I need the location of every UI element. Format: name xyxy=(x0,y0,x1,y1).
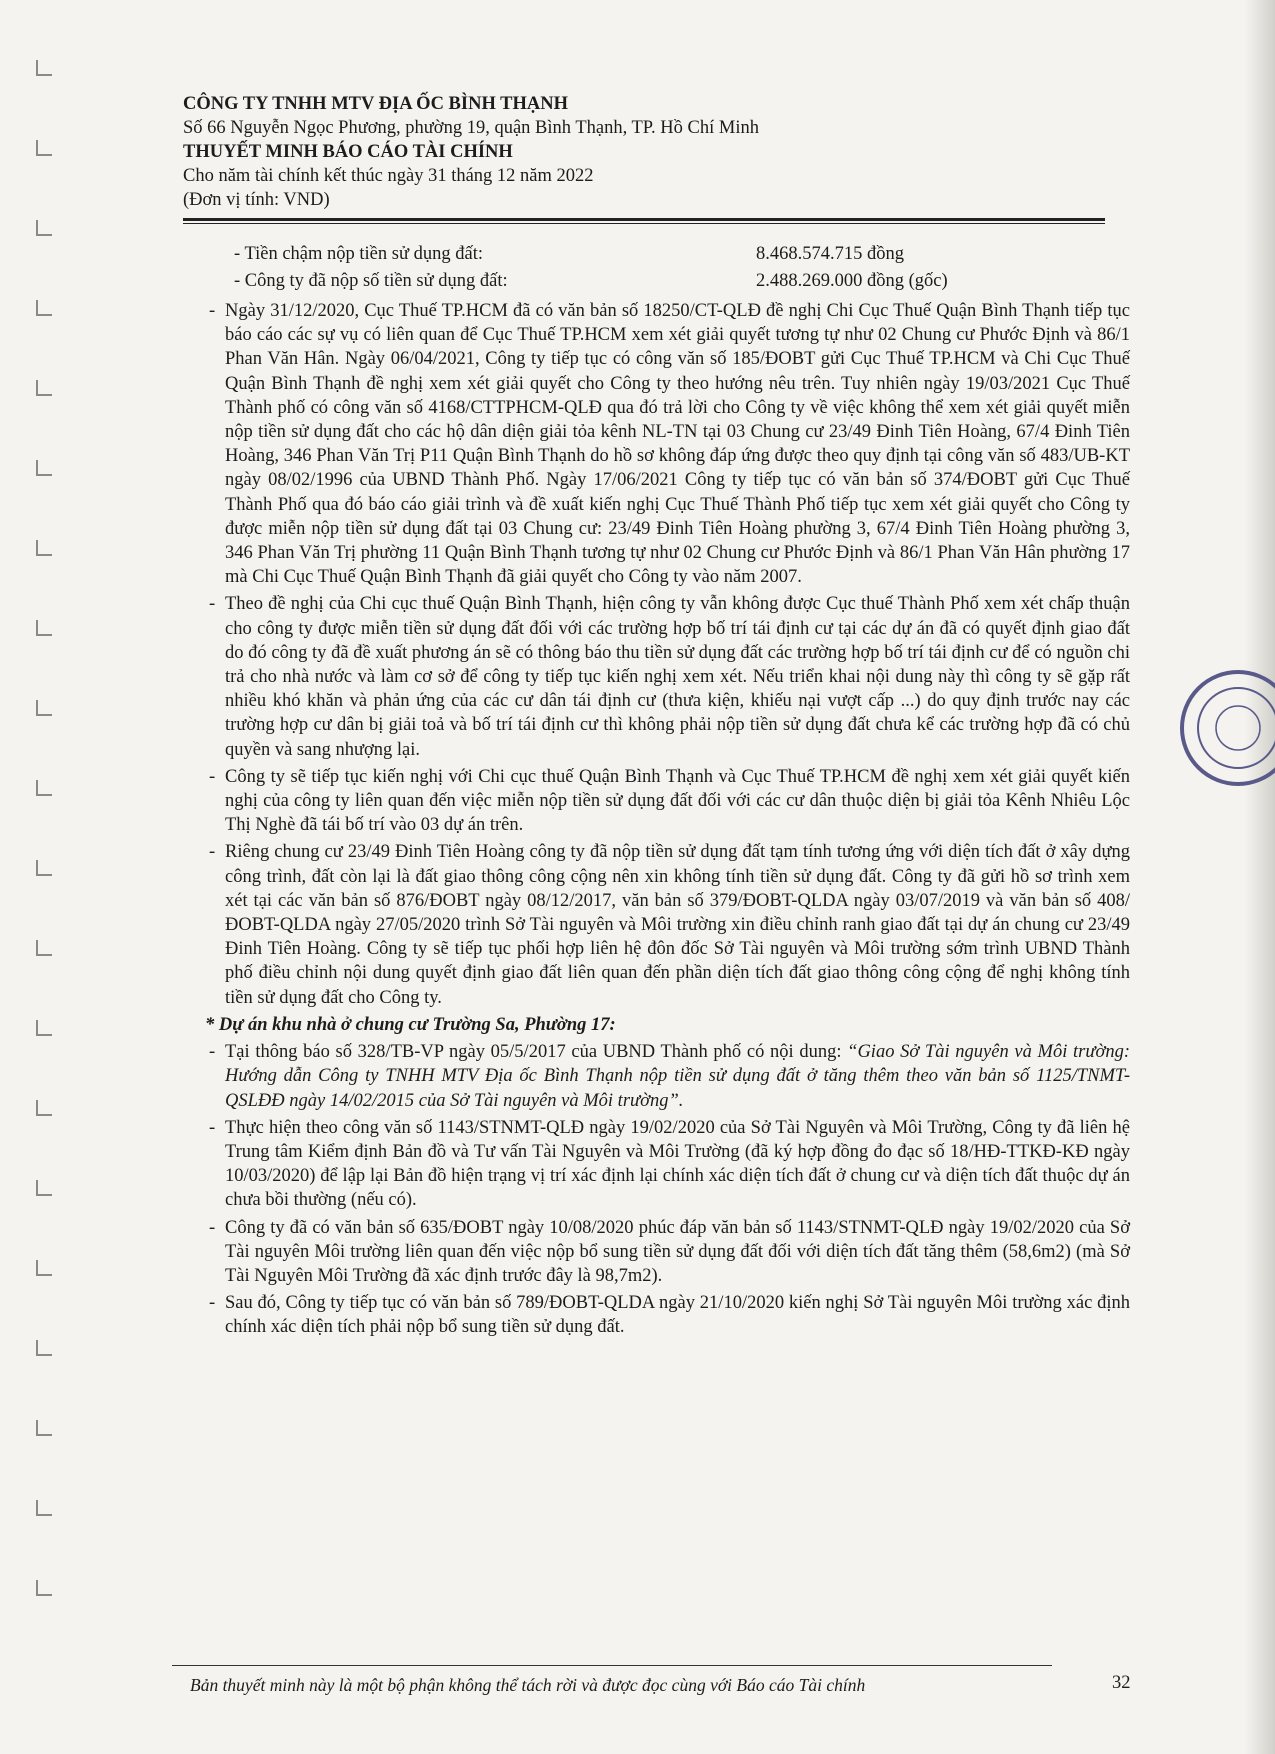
currency-unit: (Đơn vị tính: VND) xyxy=(183,190,330,210)
amount-label: - Công ty đã nộp số tiền sử dụng đất: xyxy=(234,271,508,291)
paragraph-text: Thực hiện theo công văn số 1143/STNMT-QLĐ ngày 19/02/2020 của Sở Tài Nguyên và Môi Trường, Công ty đã liên hệ Trung tâm Kiểm định Bản đồ và Tư vấn Tài Nguyên và Môi Trường (đã ký hợp đồng đo đạc số 18/HĐ-TTKĐ-KĐ ngày 10/03/2020) để lập lại Bản đồ hiện trạng vị trí xác định lại chính xác diện tích đất ở chung cư và diện tích đất thuộc dự án chưa bồi thường (nếu có). xyxy=(225,1117,1130,1211)
bullet-paragraph: - Tại thông báo số 328/TB-VP ngày 05/5/2017 của UBND Thành phố có nội dung: “Giao Sở Tài nguyên và Môi trường: Hướng dẫn Công ty TNHH MTV Địa ốc Bình Thạnh nộp tiền sử dụng đất ở tăng thêm theo văn bản số 1125/TNMT-QSLĐĐ ngày 14/02/2015 của Sở Tài nguyên và Môi trường”. xyxy=(209,1042,1130,1111)
company-address: Số 66 Nguyễn Ngọc Phương, phường 19, quận Bình Thạnh, TP. Hồ Chí Minh xyxy=(183,118,759,138)
bullet-paragraph: - Thực hiện theo công văn số 1143/STNMT-QLĐ ngày 19/02/2020 của Sở Tài Nguyên và Môi Trường, Công ty đã liên hệ Trung tâm Kiểm định Bản đồ và Tư vấn Tài Nguyên và Môi Trường (đã ký hợp đồng đo đạc số 18/HĐ-TTKĐ-KĐ ngày 10/03/2020) để lập lại Bản đồ hiện trạng vị trí xác định lại chính xác diện tích đất ở chung cư và diện tích đất thuộc dự án chưa bồi thường (nếu có). xyxy=(209,1117,1130,1211)
amount-row xyxy=(205,269,1130,296)
header-rule xyxy=(183,218,1105,224)
page-number: 32 xyxy=(1112,1673,1131,1693)
amount-value: 2.488.269.000 đồng (gốc) xyxy=(756,271,948,291)
document-body xyxy=(205,242,1130,1340)
bullet-paragraph: - Theo đề nghị của Chi cục thuế Quận Bình Thạnh, hiện công ty vẫn không được Cục thuế Thành Phố xem xét chấp thuận cho công ty được miễn tiền sử dụng đất đối với các trường hợp bố trí tái định cư tại các dự án đã có quyết định giao đất do đó công ty đã đề xuất phương án sẽ có thông báo thu tiền sử dụng đất các trường hợp bố trí tái định cư để có nguồn chi trả cho nhà nước và làm cơ sở để công ty tiếp tục kiến nghị xem xét. Nếu triển khai nội dung này thì công ty sẽ gặp rất nhiều khó khăn và phản ứng của các cư dân tái định cư (thưa kiện, khiếu nại vượt cấp ...) do quy định trước nay các trường hợp cư dân bị giải toả và bố trí tái định cư thì không phải nộp tiền sử dụng đất chưa kể các trường hợp đã có chủ quyền và sang nhượng lại. xyxy=(209,594,1130,760)
bullet-paragraph: - Công ty đã có văn bản số 635/ĐOBT ngày 10/08/2020 phúc đáp văn bản số 1143/STNMT-QLĐ ngày 19/02/2020 của Sở Tài nguyên Môi trường liên quan đến việc nộp bổ sung tiền sử dụng đất đối với diện tích đất tăng thêm (58,6m2) (mà Sở Tài Nguyên Môi Trường đã xác định trước đây là 98,7m2). xyxy=(209,1217,1130,1286)
paragraph-text: Công ty sẽ tiếp tục kiến nghị với Chi cục thuế Quận Bình Thạnh và Cục Thuế TP.HCM đề nghị xem xét giải quyết kiến nghị của công ty liên quan đến việc miễn nộp tiền sử dụng đất đối với các cư dân thuộc diện bị giải tỏa Kênh Nhiêu Lộc Thị Nghè đã tái bố trí vào 03 dự án trên. xyxy=(225,766,1130,836)
notice-prefix: Tại thông báo số 328/TB-VP ngày 05/5/2017 của UBND Thành phố có nội dung: xyxy=(225,1042,848,1063)
footer-rule xyxy=(172,1665,1052,1666)
paragraph-text: Ngày 31/12/2020, Cục Thuế TP.HCM đã có văn bản số 18250/CT-QLĐ đề nghị Chi Cục Thuế Quận Bình Thạnh tiếp tục báo cáo các sự vụ có liên quan để Cục Thuế TP.HCM xem xét giải quyết tương tự như 02 Chung cư Phước Định và 86/1 Phan Văn Hân. Ngày 06/04/2021, Công ty tiếp tục có công văn số 185/ĐOBT gửi Cục Thuế TP.HCM và Chi Cục Thuế Quận Bình Thạnh đề nghị xem xét giải quyết cho Công ty theo hướng nêu trên. Tuy nhiên ngày 19/03/2021 Cục Thuế Thành phố có công văn số 4168/CTTPHCM-QLĐ qua đó trả lời cho Công ty về việc không thể xem xét giải quyết miễn nộp tiền sử dụng đất cho các hộ dân diện giải tỏa kênh NL-TN tại 03 Chung cư 23/49 Đinh Tiên Hoàng, 67/4 Đinh Tiên Hoàng, 346 Phan Văn Trị P11 Quận Bình Thạnh do hồ sơ không đáp ứng được theo quy định tại công văn số 483/UB-KT ngày 08/02/1996 của UBND Thành Phố. Ngày 17/06/2021 Công ty tiếp tục có văn bản số 374/ĐOBT gửi Cục Thuế Thành Phố qua đó báo cáo giải trình và đề xuất kiến nghị Cục Thuế Thành Phố tiếp tục xem xét giải quyết cho Công ty được miễn nộp tiền sử dụng đất tại 03 Chung cư: 23/49 Đinh Tiên Hoàng phường 3, 67/4 Đinh Tiên Hoàng phường 3, 346 Phan Văn Trị phường 11 Quận Bình Thạnh tương tự như 02 Chung cư Phước Định và 86/1 Phan Văn Hân phường 17 mà Chi Cục Thuế Quận Bình Thạnh đã giải quyết cho Công ty vào năm 2007. xyxy=(225,301,1130,588)
bullet-paragraph: - Ngày 31/12/2020, Cục Thuế TP.HCM đã có văn bản số 18250/CT-QLĐ đề nghị Chi Cục Thuế Quận Bình Thạnh tiếp tục báo cáo các sự vụ có liên quan để Cục Thuế TP.HCM xem xét giải quyết tương tự như 02 Chung cư Phước Định và 86/1 Phan Văn Hân. Ngày 06/04/2021, Công ty tiếp tục có công văn số 185/ĐOBT gửi Cục Thuế TP.HCM và Chi Cục Thuế Quận Bình Thạnh đề nghị xem xét giải quyết cho Công ty theo hướng nêu trên. Tuy nhiên ngày 19/03/2021 Cục Thuế Thành phố có công văn số 4168/CTTPHCM-QLĐ qua đó trả lời cho Công ty về việc không thể xem xét giải quyết miễn nộp tiền sử dụng đất cho các hộ dân diện giải tỏa kênh NL-TN tại 03 Chung cư 23/49 Đinh Tiên Hoàng, 67/4 Đinh Tiên Hoàng, 346 Phan Văn Trị P11 Quận Bình Thạnh do hồ sơ không đáp ứng được theo quy định tại công văn số 483/UB-KT ngày 08/02/1996 của UBND Thành Phố. Ngày 17/06/2021 Công ty tiếp tục có văn bản số 374/ĐOBT gửi Cục Thuế Thành Phố qua đó báo cáo giải trình và đề xuất kiến nghị Cục Thuế Thành Phố tiếp tục xem xét giải quyết cho Công ty được miễn nộp tiền sử dụng đất tại 03 Chung cư: 23/49 Đinh Tiên Hoàng phường 3, 67/4 Đinh Tiên Hoàng phường 3, 346 Phan Văn Trị phường 11 Quận Bình Thạnh tương tự như 02 Chung cư Phước Định và 86/1 Phan Văn Hân phường 17 mà Chi Cục Thuế Quận Bình Thạnh đã giải quyết cho Công ty vào năm 2007. xyxy=(209,301,1130,588)
amount-row xyxy=(205,242,1130,269)
amount-label: - Tiền chậm nộp tiền sử dụng đất: xyxy=(234,244,483,264)
paragraph-text: Sau đó, Công ty tiếp tục có văn bản số 789/ĐOBT-QLDA ngày 21/10/2020 kiến nghị Sở Tài nguyên Môi trường xác định chính xác diện tích phải nộp bổ sung tiền sử dụng đất. xyxy=(225,1293,1130,1338)
amount-value: 8.468.574.715 đồng xyxy=(756,244,904,264)
company-name: CÔNG TY TNHH MTV ĐỊA ỐC BÌNH THẠNH xyxy=(183,94,568,114)
paragraph-text: Theo đề nghị của Chi cục thuế Quận Bình Thạnh, hiện công ty vẫn không được Cục thuế Thành Phố xem xét chấp thuận cho công ty được miễn tiền sử dụng đất đối với các trường hợp bố trí tái định cư tại các dự án đã có quyết định giao đất do đó công ty đã đề xuất phương án sẽ có thông báo thu tiền sử dụng đất các trường hợp bố trí tái định cư để có nguồn chi trả cho nhà nước và làm cơ sở để công ty tiếp tục kiến nghị xem xét. Nếu triển khai nội dung này thì công ty sẽ gặp rất nhiều khó khăn và phản ứng của các cư dân tái định cư (thưa kiện, khiếu nại vượt cấp ...) do quy định trước nay các trường hợp cư dân bị giải toả và bố trí tái định cư thì không phải nộp tiền sử dụng đất chưa kể các trường hợp đã có chủ quyền và sang nhượng lại. xyxy=(225,594,1130,760)
paragraph-text: Công ty đã có văn bản số 635/ĐOBT ngày 10/08/2020 phúc đáp văn bản số 1143/STNMT-QLĐ ngày 19/02/2020 của Sở Tài nguyên Môi trường liên quan đến việc nộp bổ sung tiền sử dụng đất đối với diện tích đất tăng thêm (58,6m2) (mà Sở Tài Nguyên Môi Trường đã xác định trước đây là 98,7m2). xyxy=(225,1217,1130,1286)
binding-holes xyxy=(30,40,60,1660)
footer-note: Bản thuyết minh này là một bộ phận không thể tách rời và được đọc cùng với Báo cáo Tài chính xyxy=(190,1675,866,1695)
notice-quote: “Giao Sở Tài nguyên và Môi trường: Hướng dẫn Công ty TNHH MTV Địa ốc Bình Thạnh nộp tiền sử dụng đất ở tăng thêm theo văn bản số 1125/TNMT-QSLĐĐ ngày 14/02/2015 của Sở Tài nguyên và Môi trường”. xyxy=(225,1042,1130,1111)
document-title: THUYẾT MINH BÁO CÁO TÀI CHÍNH xyxy=(183,142,513,162)
bullet-paragraph: - Riêng chung cư 23/49 Đinh Tiên Hoàng công ty đã nộp tiền sử dụng đất tạm tính tương ứng với diện tích đất ở xây dựng công trình, đất còn lại là đất giao thông công cộng nên xin không tính tiền sử dụng đất. Công ty đã gửi hồ sơ trình xem xét tại các văn bản số 876/ĐOBT ngày 08/12/2017, văn bản số 379/ĐOBT-QLDA ngày 03/07/2019 và văn bản số 408/ĐOBT-QLDA ngày 27/05/2020 trình Sở Tài nguyên và Môi trường xin điều chỉnh ranh giao đất tại dự án chung cư 23/49 Đinh Tiên Hoàng. Công ty sẽ tiếp tục phối hợp liên hệ đôn đốc Sở Tài nguyên và Môi trường sớm trình UBND Thành phố điều chỉnh nội dung quyết định giao đất liên quan đến phần diện tích đất giao thông công cộng để nghị không tính tiền sử dụng đất cho Công ty. xyxy=(209,842,1130,1008)
bullet-paragraph: - Sau đó, Công ty tiếp tục có văn bản số 789/ĐOBT-QLDA ngày 21/10/2020 kiến nghị Sở Tài nguyên Môi trường xác định chính xác diện tích phải nộp bổ sung tiền sử dụng đất. xyxy=(209,1293,1130,1338)
scan-edge-shadow xyxy=(1245,0,1275,1754)
bullet-paragraph: - Công ty sẽ tiếp tục kiến nghị với Chi cục thuế Quận Bình Thạnh và Cục Thuế TP.HCM đề nghị xem xét giải quyết kiến nghị của công ty liên quan đến việc miễn nộp tiền sử dụng đất đối với các cư dân thuộc diện bị giải tỏa Kênh Nhiêu Lộc Thị Nghè đã tái bố trí vào 03 dự án trên. xyxy=(209,766,1130,836)
reporting-period: Cho năm tài chính kết thúc ngày 31 tháng 12 năm 2022 xyxy=(183,166,594,186)
document-header xyxy=(183,92,1103,212)
section-heading: * Dự án khu nhà ở chung cư Trường Sa, Phường 17: xyxy=(205,1014,616,1035)
paragraph-text: Riêng chung cư 23/49 Đinh Tiên Hoàng công ty đã nộp tiền sử dụng đất tạm tính tương ứng với diện tích đất ở xây dựng công trình, đất còn lại là đất giao thông công cộng nên xin không tính tiền sử dụng đất. Công ty đã gửi hồ sơ trình xem xét tại các văn bản số 876/ĐOBT ngày 08/12/2017, văn bản số 379/ĐOBT-QLDA ngày 03/07/2019 và văn bản số 408/ĐOBT-QLDA ngày 27/05/2020 trình Sở Tài nguyên và Môi trường xin điều chỉnh ranh giao đất tại dự án chung cư 23/49 Đinh Tiên Hoàng. Công ty sẽ tiếp tục phối hợp liên hệ đôn đốc Sở Tài nguyên và Môi trường sớm trình UBND Thành phố điều chỉnh nội dung quyết định giao đất liên quan đến phần diện tích đất giao thông công cộng để nghị không tính tiền sử dụng đất cho Công ty. xyxy=(225,842,1130,1008)
company-seal-stamp xyxy=(1178,668,1275,788)
